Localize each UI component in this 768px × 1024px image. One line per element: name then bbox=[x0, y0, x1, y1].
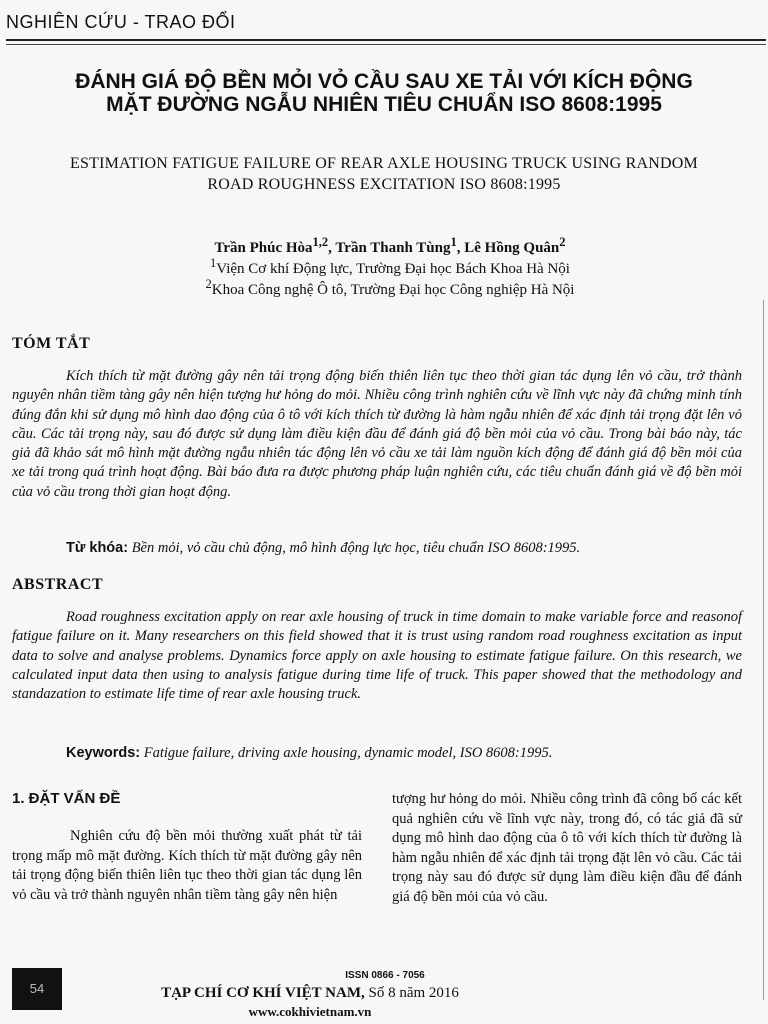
abstract-heading: ABSTRACT bbox=[12, 576, 104, 593]
title-vi-line-2: MẶT ĐƯỜNG NGẪU NHIÊN TIÊU CHUẨN ISO 8608:1995 bbox=[106, 93, 662, 116]
section-header: NGHIÊN CỨU - TRAO ĐỔI bbox=[6, 12, 766, 41]
journal-title: TẠP CHÍ CƠ KHÍ VIỆT NAM, bbox=[161, 985, 365, 1001]
affiliation-1-mark: 1 bbox=[210, 256, 217, 270]
page-number: 54 bbox=[12, 968, 62, 1010]
intro-right-column: tượng hư hỏng do mỏi. Nhiều công trình đã công bố các kết quả nghiên cứu về lĩnh vực này, trong đó, có tác giả đã sử dụng mô hình dao động của ô tô với kích thích từ đường là hàm ngẫu nhiên để xác định tải trọng đặt lên vỏ cầu. Các tải trọng này sau đó được sử dụng làm điều kiện đầu để đánh giá độ bền mỏi của vỏ cầu. bbox=[392, 791, 742, 905]
affiliation-1-text: Viện Cơ khí Động lực, Trường Đại học Bách Khoa Hà Nội bbox=[216, 261, 570, 277]
title-vi-line-1: ĐÁNH GIÁ ĐỘ BỀN MỎI VỎ CẦU SAU XE TẢI VỚI KÍCH ĐỘNG bbox=[75, 70, 693, 93]
intro-heading: 1. ĐẶT VẤN ĐỀ bbox=[12, 790, 121, 807]
title-en-line-1: ESTIMATION FATIGUE FAILURE OF REAR AXLE HOUSING TRUCK USING RANDOM bbox=[70, 155, 698, 172]
journal-issue: Số 8 năm 2016 bbox=[368, 985, 459, 1001]
affiliation-2-text: Khoa Công nghệ Ô tô, Trường Đại học Công nghiệp Hà Nội bbox=[211, 282, 575, 298]
keywords-vi-label: Từ khóa: bbox=[66, 540, 129, 556]
title-en-line-2: ROAD ROUGHNESS EXCITATION ISO 8608:1995 bbox=[207, 176, 561, 193]
tomtat-heading: TÓM TẮT bbox=[12, 335, 91, 352]
affiliation-2-mark: 2 bbox=[205, 277, 212, 291]
keywords-en-text: Fatigue failure, driving axle housing, dynamic model, ISO 8608:1995. bbox=[143, 745, 553, 761]
article-title-vietnamese bbox=[20, 70, 748, 116]
tomtat-body: Kích thích từ mặt đường gây nên tải trọng động biến thiên liên tục theo thời gian tác dụng lên vỏ cầu, trở thành nguyên nhân tiềm tàng gây nên hiện tượng hư hỏng do mỏi. Nhiều công trình nghiên cứu về lĩnh vực này đã chứng minh tính đúng đắn khi sử dụng mô hình dao động của ô tô với kích thích từ đường là hàm ngẫu nhiên để xác định tải trọng đặt lên vỏ cầu. Các tải trọng này, sau đó được sử dụng làm điều kiện đầu để đánh giá độ bền mỏi của vỏ cầu. Trong bài báo này, tác giả đã khảo sát mô hình mặt đường ngẫu nhiên tác động lên vỏ cầu xe tải làm nguồn kích động để đánh giá độ bền mỏi của xe tải trong quá trình hoạt động. Bài báo đưa ra được phương pháp luận nghiên cứu, các tiêu chuẩn đánh giá về độ bền mỏi của vỏ cầu trong thời gian hoạt động. bbox=[12, 368, 742, 500]
issn: ISSN 0866 - 7056 bbox=[345, 970, 425, 981]
author-2: Trần Thanh Tùng bbox=[335, 240, 451, 256]
scan-edge bbox=[763, 300, 764, 1000]
author-3-affil: 2 bbox=[559, 235, 566, 249]
intro-left-column: Nghiên cứu độ bền mỏi thường xuất phát từ tải trọng mấp mô mặt đường. Kích thích từ mặt đường gây nên tải trọng động biến thiên liên tục theo thời gian tác dụng lên vỏ cầu và trở thành nguyên nhân tiềm tàng gây nên hiện bbox=[12, 828, 362, 903]
keywords-vi-text: Bền mỏi, vỏ cầu chủ động, mô hình động lực học, tiêu chuẩn ISO 8608:1995. bbox=[131, 540, 581, 556]
keywords-english bbox=[12, 745, 742, 762]
author-1-affil: 1,2 bbox=[312, 235, 329, 249]
journal-website: www.cokhivietnam.vn bbox=[248, 1004, 372, 1019]
journal-name bbox=[80, 985, 540, 1002]
author-2-affil: 1 bbox=[450, 235, 457, 249]
affiliation-1 bbox=[40, 256, 740, 278]
abstract-body: Road roughness excitation apply on rear axle housing of truck in time domain to make variable force and reasonof fatigue failure on it. Many researchers on this field showed that it is trust using random road roughness excitation as input data to solve and analyse problems. Dynamics force apply on axle housing to estimate fatigue failure. On this research, we calculated input data then using to analysis fatigue during time life of truck. This paper showed that the methodology and standazation to estimate life time of rear axle housing truck. bbox=[12, 609, 742, 703]
keywords-vietnamese bbox=[12, 540, 742, 557]
affiliation-2 bbox=[40, 277, 740, 299]
keywords-en-label: Keywords: bbox=[66, 745, 141, 761]
article-title-english bbox=[14, 153, 754, 195]
header-divider bbox=[6, 44, 766, 45]
author-1: Trần Phúc Hòa bbox=[214, 240, 313, 256]
author-list: Trần Phúc Hòa$^{1,2}$, Trần Thanh Tùng$^1$, Lê Hồng Quân$^2$ bbox=[214, 235, 566, 256]
author-3: Lê Hồng Quân bbox=[464, 240, 560, 256]
